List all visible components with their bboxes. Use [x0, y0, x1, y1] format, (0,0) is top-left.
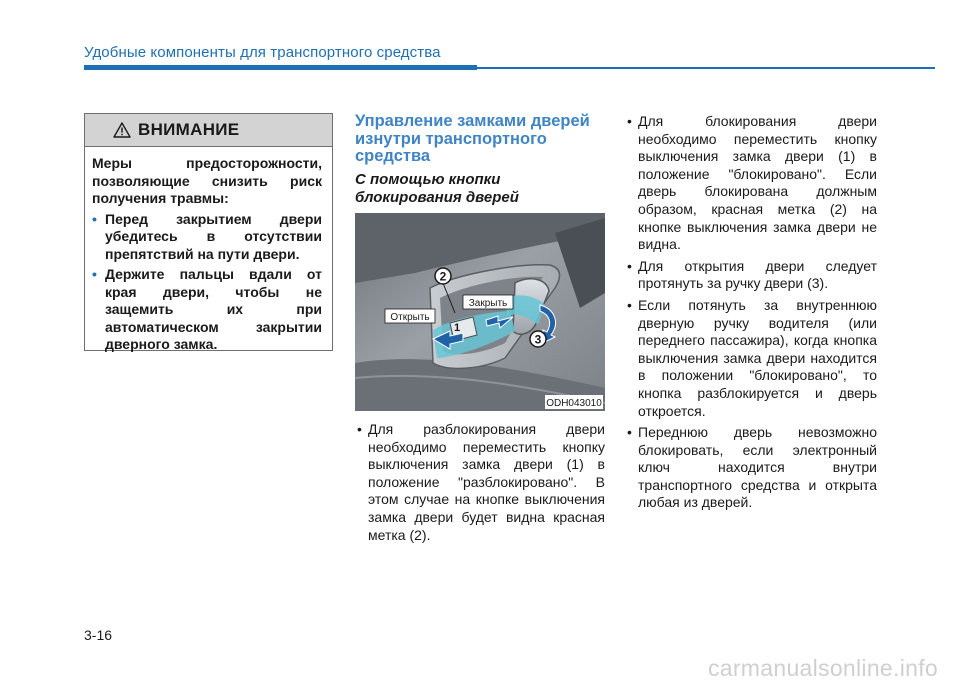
warning-item: • Перед закрытием двери убедитесь в отсутствии препятствий на пути двери.	[92, 210, 322, 262]
bullet-dot: •	[627, 296, 632, 313]
warning-body	[85, 147, 332, 354]
sub-heading: С помощью кнопки блокирования дверей	[355, 171, 519, 206]
list-item: • Если потянуть за внутреннюю дверную ручку водителя (или переднего пассажира), когда кнопка выключения замка двери находится в положении "блокировано", то кнопка разблокируется и дверь откроется.	[627, 296, 877, 419]
page-number: 3-16	[84, 627, 113, 643]
callout-3: 3	[534, 332, 542, 347]
header-rule-thick	[84, 65, 477, 70]
bullet-dot: •	[627, 257, 632, 274]
door-lock-illustration	[355, 213, 605, 411]
bullet-dot: •	[627, 424, 632, 441]
header-rule-thin	[477, 67, 935, 69]
section-heading: Управление замками дверей изнутри транспортного средства	[355, 112, 590, 165]
watermark: carmanualsonline.info	[707, 655, 938, 681]
figure-code: ODH043010	[546, 398, 602, 409]
bullet-dot: •	[357, 421, 362, 437]
list-item: • Для блокирования двери необходимо переместить кнопку выключения замка двери (1) в положение "блокировано". Если дверь блокирована должным образом, красная метка (2) на кнопке выключения замка двери не видна.	[627, 113, 877, 253]
running-header: Удобные компоненты для транспортного средства	[84, 44, 441, 61]
warning-item: • Держите пальцы вдали от края двери, чтобы не защемить их при автоматическом закрытии дверного замка.	[92, 266, 322, 352]
label-close: Закрыть	[468, 298, 508, 309]
warning-list	[92, 211, 322, 354]
list-item: • Переднюю дверь невозможно блокировать, если электронный ключ находится внутри транспортного средства и открыта любая из дверей.	[627, 424, 877, 511]
middle-bullet-list	[355, 421, 605, 548]
bullet-dot: •	[92, 266, 97, 282]
warning-intro: Меры предосторожности, позволяющие снизить риск получения травмы:	[92, 155, 322, 206]
bullet-dot: •	[92, 210, 97, 227]
warning-triangle-icon	[113, 122, 131, 138]
callout-1: 1	[453, 322, 461, 334]
right-bullet-list	[625, 113, 877, 516]
callout-2: 2	[439, 269, 447, 284]
bullet-dot: •	[627, 113, 632, 129]
list-item: • Для открытия двери следует протянуть за ручку двери (3).	[627, 257, 877, 292]
warning-box	[84, 113, 333, 351]
warning-title: ВНИМАНИЕ	[138, 120, 240, 139]
list-item: • Для разблокирования двери необходимо переместить кнопку выключения замка двери (1) в положение "разблокировано". В этом случае на кнопке выключения замка двери будет видна красная метка (2).	[357, 421, 605, 543]
warning-header	[85, 114, 332, 147]
label-open: Открыть	[390, 312, 430, 323]
